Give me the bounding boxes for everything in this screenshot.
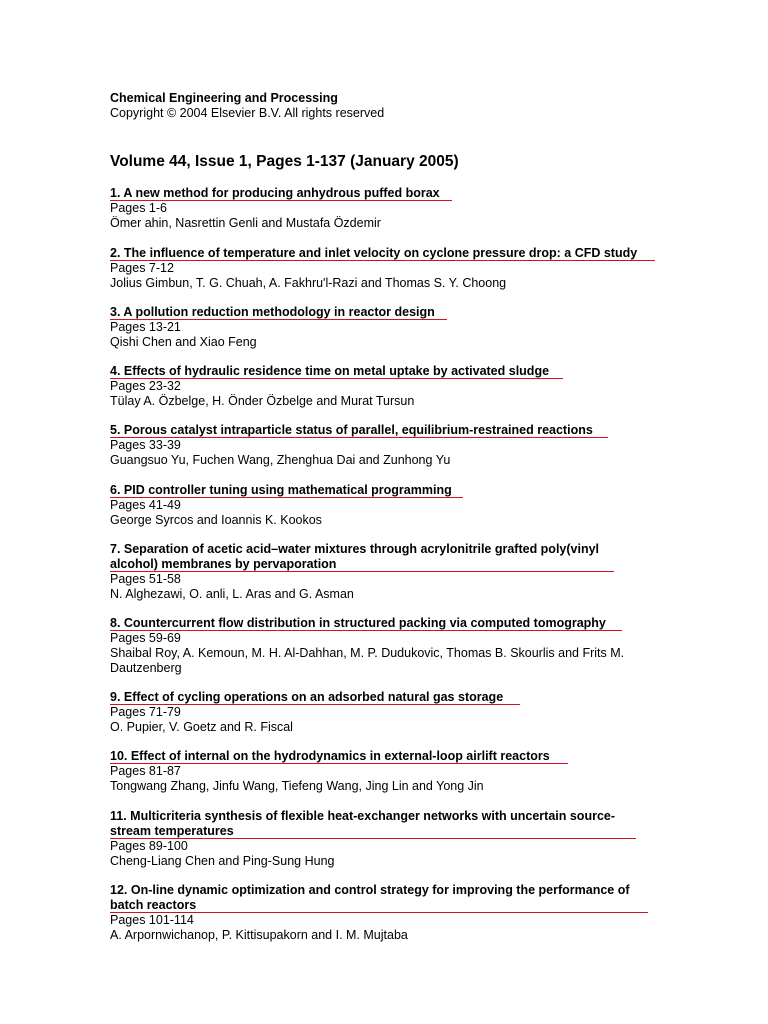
copyright-line: Copyright © 2004 Elsevier B.V. All rights reserved — [110, 106, 385, 120]
article-entry — [110, 364, 563, 409]
article-entry — [110, 423, 608, 468]
article-pages: Pages 23-32 — [110, 379, 181, 394]
article-authors: O. Pupier, V. Goetz and R. Fiscal — [110, 720, 293, 735]
article-link[interactable] — [110, 690, 520, 705]
article-link[interactable] — [110, 483, 463, 498]
article-pages: Pages 81-87 — [110, 764, 181, 779]
volume-heading: Volume 44, Issue 1, Pages 1-137 (January 2005) — [110, 153, 459, 170]
article-title[interactable]: 3. A pollution reduction methodology in reactor design — [110, 305, 435, 319]
article-title[interactable]: 2. The influence of temperature and inlet velocity on cyclone pressure drop: a CFD study — [110, 246, 638, 260]
journal-title: Chemical Engineering and Processing — [110, 91, 338, 105]
article-authors: Tülay A. Özbelge, H. Önder Özbelge and Murat Tursun — [110, 394, 415, 409]
article-link[interactable] — [110, 186, 452, 201]
article-entry — [110, 749, 568, 794]
article-pages: Pages 33-39 — [110, 438, 181, 453]
article-link[interactable] — [110, 883, 648, 913]
article-title[interactable]: 4. Effects of hydraulic residence time on metal uptake by activated sludge — [110, 364, 550, 378]
article-entry — [110, 883, 648, 943]
article-link[interactable] — [110, 809, 636, 839]
article-entry — [110, 542, 614, 602]
article-authors: Cheng-Liang Chen and Ping-Sung Hung — [110, 853, 335, 868]
article-authors: George Syrcos and Ioannis K. Kookos — [110, 513, 322, 528]
article-entry — [110, 305, 447, 350]
article-entry — [110, 186, 452, 231]
article-entry — [110, 809, 636, 869]
article-title[interactable]: 6. PID controller tuning using mathematical programming — [110, 483, 452, 497]
article-pages: Pages 89-100 — [110, 839, 188, 854]
article-entry — [110, 616, 655, 676]
article-pages: Pages 7-12 — [110, 261, 174, 276]
article-authors: N. Alghezawi, O. anli, L. Aras and G. Asman — [110, 586, 354, 601]
article-link[interactable] — [110, 616, 622, 631]
article-title[interactable]: 8. Countercurrent flow distribution in structured packing via computed tomography — [110, 616, 606, 630]
article-link[interactable] — [110, 246, 655, 261]
article-link[interactable] — [110, 305, 447, 320]
article-pages: Pages 1-6 — [110, 201, 167, 216]
article-link[interactable] — [110, 542, 614, 572]
article-title[interactable]: 7. Separation of acetic acid–water mixtures through acrylonitrile grafted poly(vinyl alcohol) membranes by pervaporation — [110, 542, 600, 571]
article-entry — [110, 483, 463, 528]
article-authors: Tongwang Zhang, Jinfu Wang, Tiefeng Wang, Jing Lin and Yong Jin — [110, 779, 484, 794]
article-title[interactable]: 9. Effect of cycling operations on an adsorbed natural gas storage — [110, 690, 504, 704]
article-title[interactable]: 5. Porous catalyst intraparticle status of parallel, equilibrium-restrained reactions — [110, 423, 593, 437]
article-link[interactable] — [110, 364, 563, 379]
article-entry — [110, 246, 655, 291]
article-title[interactable]: 1. A new method for producing anhydrous puffed borax — [110, 186, 440, 200]
article-pages: Pages 41-49 — [110, 498, 181, 513]
article-pages: Pages 13-21 — [110, 320, 181, 335]
article-authors: A. Arpornwichanop, P. Kittisupakorn and I. M. Mujtaba — [110, 927, 408, 942]
article-link[interactable] — [110, 749, 568, 764]
article-title[interactable]: 11. Multicriteria synthesis of flexible heat-exchanger networks with uncertain source-stream temperatures — [110, 809, 616, 838]
article-authors: Jolius Gimbun, T. G. Chuah, A. Fakhru'l-Razi and Thomas S. Y. Choong — [110, 276, 507, 291]
journal-header — [110, 91, 384, 121]
article-pages: Pages 101-114 — [110, 913, 194, 928]
article-title[interactable]: 12. On-line dynamic optimization and control strategy for improving the performance of batch reactors — [110, 883, 630, 912]
article-authors: Qishi Chen and Xiao Feng — [110, 335, 257, 350]
article-pages: Pages 59-69 — [110, 631, 181, 646]
article-pages: Pages 71-79 — [110, 705, 181, 720]
article-pages: Pages 51-58 — [110, 572, 181, 587]
article-link[interactable] — [110, 423, 608, 438]
article-title[interactable]: 10. Effect of internal on the hydrodynamics in external-loop airlift reactors — [110, 749, 550, 763]
article-authors: Ömer ahin, Nasrettin Genli and Mustafa Özdemir — [110, 216, 381, 231]
article-authors: Shaibal Roy, A. Kemoun, M. H. Al-Dahhan, M. P. Dudukovic, Thomas B. Skourlis and Frits M. Dautzenberg — [110, 646, 625, 675]
article-entry — [110, 690, 520, 735]
article-authors: Guangsuo Yu, Fuchen Wang, Zhenghua Dai and Zunhong Yu — [110, 453, 451, 468]
